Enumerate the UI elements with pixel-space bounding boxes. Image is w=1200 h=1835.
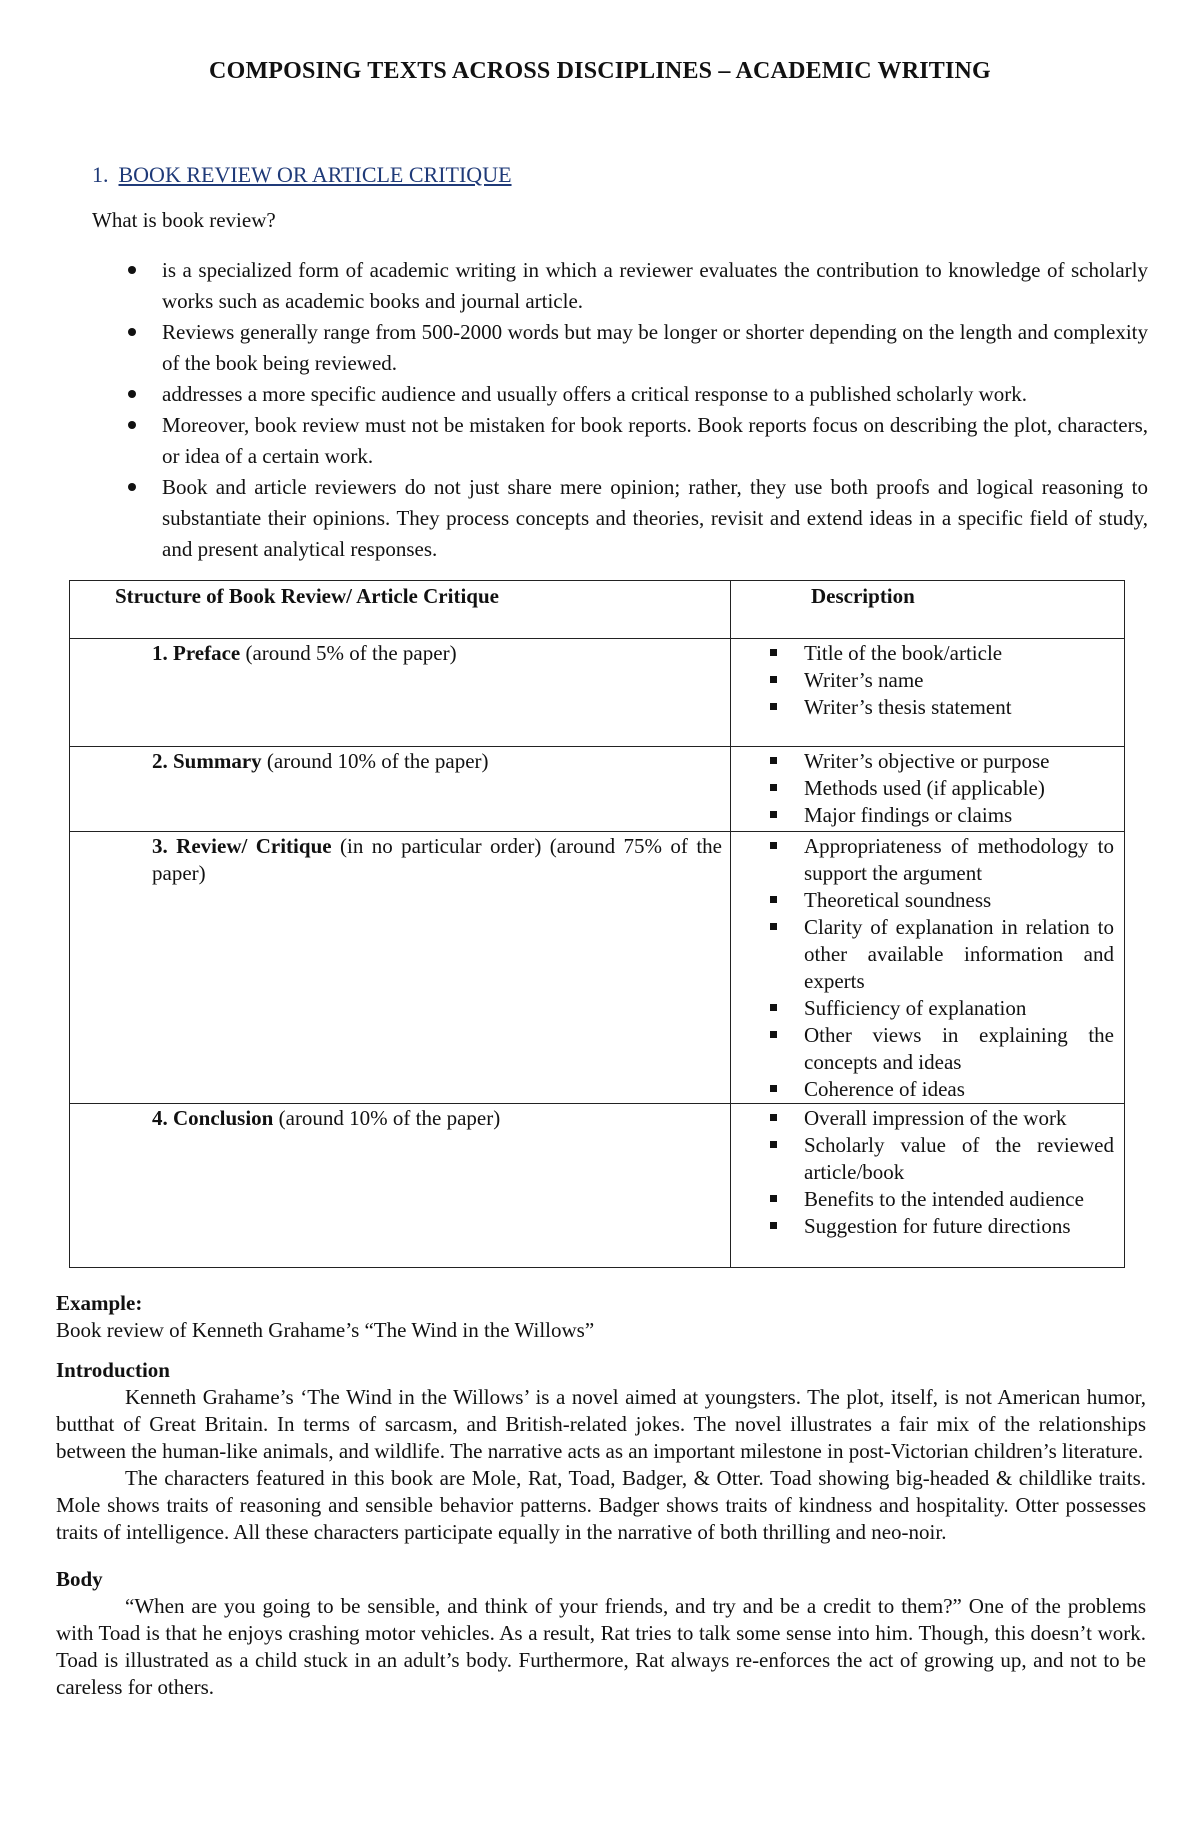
table-row	[70, 747, 1125, 832]
description-item: Writer’s name	[768, 667, 1114, 694]
description-item: Suggestion for future directions	[768, 1213, 1114, 1240]
bullet-item: Book and article reviewers do not just share mere opinion; rather, they use both proofs and logical reasoning to substantiate their opinions. They process concepts and theories, revisit and extend ideas in a specific field of study, and present analytical responses.	[126, 472, 1148, 565]
structure-cell	[70, 747, 731, 832]
table-row	[70, 1104, 1125, 1268]
description-item: Writer’s thesis statement	[768, 694, 1114, 721]
description-item: Appropriateness of methodology to support the argument	[768, 833, 1114, 887]
table-row	[70, 832, 1125, 1104]
row-label: 1. Preface	[152, 641, 241, 665]
description-item: Other views in explaining the concepts and ideas	[768, 1022, 1114, 1076]
description-item: Title of the book/article	[768, 640, 1114, 667]
description-list	[768, 640, 1114, 721]
description-list	[768, 748, 1114, 829]
example-section	[56, 1290, 1146, 1701]
description-item: Clarity of explanation in relation to other available information and experts	[768, 914, 1114, 995]
description-cell	[731, 832, 1125, 1104]
row-label: 3. Review/ Critique	[152, 834, 332, 858]
description-item: Methods used (if applicable)	[768, 775, 1114, 802]
row-note: (around 5% of the paper)	[240, 641, 457, 665]
row-note: (around 10% of the paper)	[273, 1106, 501, 1130]
description-item: Major findings or claims	[768, 802, 1114, 829]
description-list	[768, 1105, 1114, 1240]
description-item: Coherence of ideas	[768, 1076, 1114, 1103]
description-item: Writer’s objective or purpose	[768, 748, 1114, 775]
description-item: Theoretical soundness	[768, 887, 1114, 914]
body-paragraph: “When are you going to be sensible, and think of your friends, and try and be a credit to them?” One of the problems with Toad is that he enjoys crashing motor vehicles. As a result, Rat tries to talk some sense into him. Though, this doesn’t work. Toad is illustrated as a child stuck in an adult’s body. Furthermore, Rat always re-enforces the act of growing up, and not to be careless for others.	[56, 1594, 1146, 1699]
description-cell	[731, 1104, 1125, 1268]
bullet-item: addresses a more specific audience and usually offers a critical response to a published scholarly work.	[126, 379, 1148, 410]
bullet-item: is a specialized form of academic writing in which a reviewer evaluates the contribution to knowledge of scholarly works such as academic books and journal article.	[126, 255, 1148, 317]
table-header-structure: Structure of Book Review/ Article Critique	[70, 581, 731, 639]
row-label: 4. Conclusion	[152, 1106, 274, 1130]
definition-bullet-list	[126, 255, 1148, 565]
table-row	[70, 639, 1125, 747]
body-heading: Body	[56, 1567, 103, 1591]
description-cell	[731, 747, 1125, 832]
section-question: What is book review?	[92, 208, 276, 232]
introduction-paragraph: The characters featured in this book are Mole, Rat, Toad, Badger, & Otter. Toad showing big-headed & childlike traits. Mole shows traits of reasoning and sensible behavior patterns. Badger shows traits of kindness and hospitality. Otter possesses traits of intelligence. All these characters participate equally in the narrative of both thrilling and neo-noir.	[56, 1466, 1146, 1544]
structure-table	[69, 580, 1125, 1268]
introduction-paragraph: Kenneth Grahame’s ‘The Wind in the Willows’ is a novel aimed at youngsters. The plot, itself, is not American humor, butthat of Great Britain. In terms of sarcasm, and British-related jokes. The novel illustrates a fair mix of the relationships between the human-like animals, and wildlife. The narrative acts as an important milestone in post-Victorian children’s literature.	[56, 1385, 1146, 1463]
table-header-row	[70, 581, 1125, 639]
description-cell	[731, 639, 1125, 747]
bullet-item: Moreover, book review must not be mistaken for book reports. Book reports focus on describing the plot, characters, or idea of a certain work.	[126, 410, 1148, 472]
document-title: COMPOSING TEXTS ACROSS DISCIPLINES – ACADEMIC WRITING	[209, 58, 991, 84]
description-item: Scholarly value of the reviewed article/book	[768, 1132, 1114, 1186]
row-label: 2. Summary	[152, 749, 262, 773]
bullet-item: Reviews generally range from 500-2000 words but may be longer or shorter depending on the length and complexity of the book being reviewed.	[126, 317, 1148, 379]
row-note: (in no particular order) (around 75% of the paper)	[152, 834, 722, 885]
example-label: Example:	[56, 1291, 143, 1315]
introduction-heading: Introduction	[56, 1358, 170, 1382]
structure-cell	[70, 1104, 731, 1268]
section-heading-text: BOOK REVIEW OR ARTICLE CRITIQUE	[118, 162, 512, 187]
structure-cell	[70, 639, 731, 747]
example-subtitle: Book review of Kenneth Grahame’s “The Wind in the Willows”	[56, 1318, 595, 1342]
section-number: 1.	[92, 162, 109, 187]
description-item: Benefits to the intended audience	[768, 1186, 1114, 1213]
structure-cell	[70, 832, 731, 1104]
section-heading	[92, 162, 512, 188]
table-header-description: Description	[731, 581, 1125, 639]
row-note: (around 10% of the paper)	[261, 749, 489, 773]
description-item: Sufficiency of explanation	[768, 995, 1114, 1022]
description-item: Overall impression of the work	[768, 1105, 1114, 1132]
description-list	[768, 833, 1114, 1103]
